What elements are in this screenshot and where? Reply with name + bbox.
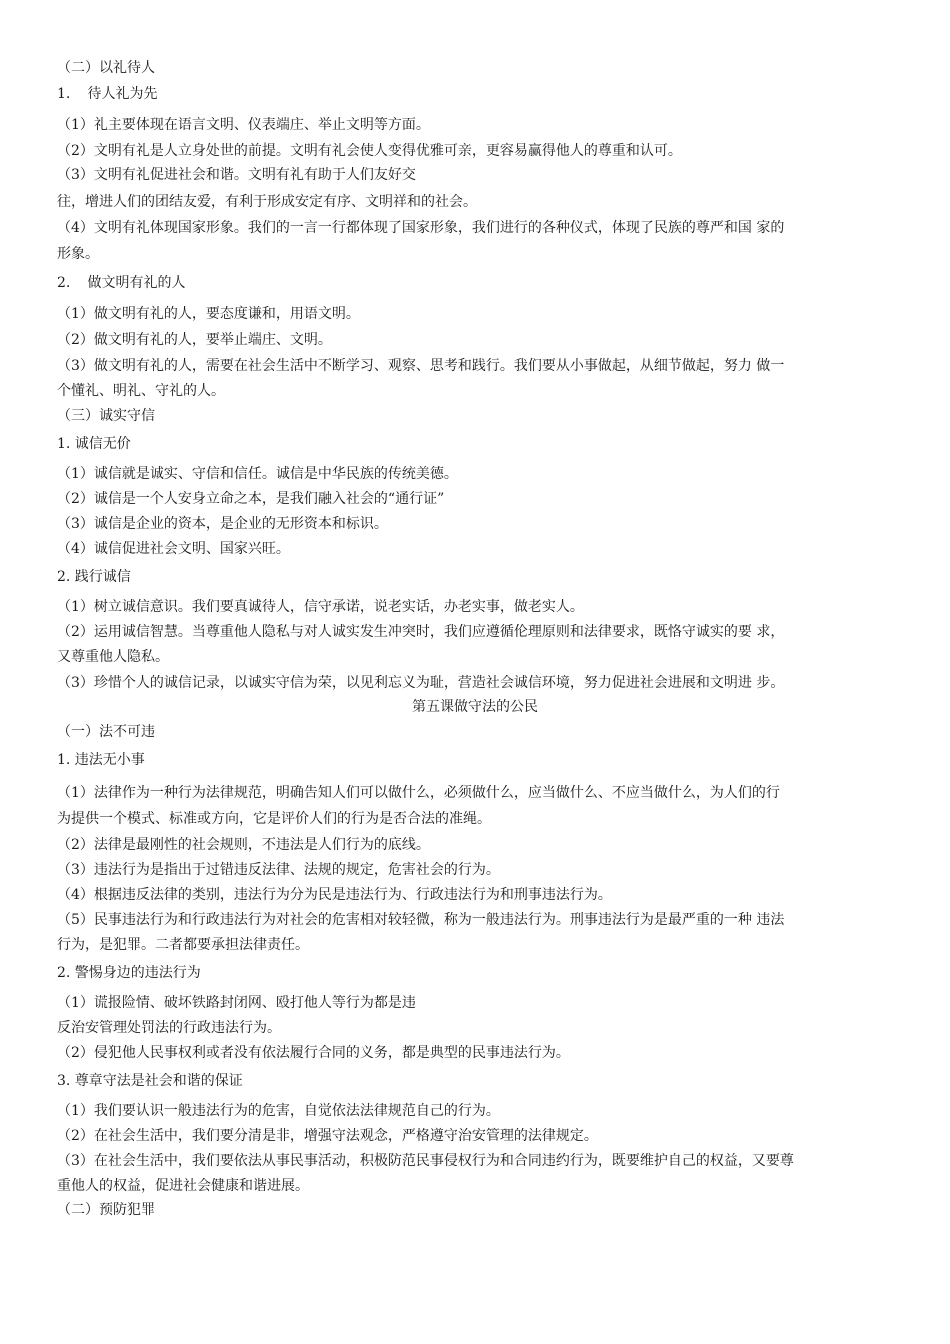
paragraph-line: （3）诚信是企业的资本，是企业的无形资本和标识。 bbox=[57, 516, 388, 532]
section-heading: （一）法不可违 bbox=[57, 724, 155, 740]
paragraph-line: （2）法律是最刚性的社会规则，不违法是人们行为的底线。 bbox=[57, 837, 430, 853]
paragraph-line: （3）珍惜个人的诚信记录，以诚实守信为荣，以见利忘义为耻，营造社会诚信环境，努力促进社会进展和文明进 步。 bbox=[57, 675, 785, 691]
section-heading: （三）诚实守信 bbox=[57, 408, 155, 424]
subsection-heading: 2. 践行诚信 bbox=[57, 569, 131, 585]
paragraph-line: （2）做文明有礼的人，要举止端庄、文明。 bbox=[57, 332, 332, 348]
paragraph-line: 为提供一个模式、标准或方向，它是评价人们的行为是否合法的准绳。 bbox=[57, 811, 491, 827]
subsection-heading: 2. 做文明有礼的人 bbox=[57, 275, 186, 291]
subsection-heading: 1. 违法无小事 bbox=[57, 752, 145, 768]
paragraph-line: （5）民事违法行为和行政违法行为对社会的危害相对较轻微，称为一般违法行为。刑事违法行为是最严重的一种 违法 bbox=[57, 912, 785, 928]
paragraph-line: 往，增进人们的团结友爱，有利于形成安定有序、文明祥和的社会。 bbox=[57, 194, 477, 210]
paragraph-line: （2）在社会生活中，我们要分清是非，增强守法观念，严格遵守治安管理的法律规定。 bbox=[57, 1128, 598, 1144]
subsection-heading: 1. 待人礼为先 bbox=[57, 86, 158, 102]
section-heading: （二）以礼待人 bbox=[57, 60, 155, 76]
paragraph-line: （1）我们要认识一般违法行为的危害，自觉依法法律规范自己的行为。 bbox=[57, 1103, 500, 1119]
paragraph-line: 反治安管理处罚法的行政违法行为。 bbox=[57, 1020, 281, 1036]
paragraph-line: （3）做文明有礼的人，需要在社会生活中不断学习、观察、思考和践行。我们要从小事做起，从细节做起，努力 做一 bbox=[57, 358, 785, 374]
paragraph-line: （1）树立诚信意识。我们要真诚待人，信守承诺，说老实话，办老实事，做老实人。 bbox=[57, 599, 584, 615]
paragraph-line: 形象。 bbox=[57, 246, 99, 262]
paragraph-line: （1）做文明有礼的人，要态度谦和，用语文明。 bbox=[57, 306, 360, 322]
paragraph-line: 又尊重他人隐私。 bbox=[57, 649, 169, 665]
paragraph-line: （3）违法行为是指出于过错违反法律、法规的规定，危害社会的行为。 bbox=[57, 862, 500, 878]
paragraph-line: （2）运用诚信智慧。当尊重他人隐私与对人诚实发生冲突时，我们应遵循伦理原则和法律要求，既恪守诚实的要 求， bbox=[57, 624, 785, 640]
subsection-heading: 3. 尊章守法是社会和谐的保证 bbox=[57, 1073, 243, 1089]
paragraph-line: （4）根据违反法律的类别，违法行为分为民是违法行为、行政违法行为和刑事违法行为。 bbox=[57, 887, 612, 903]
lesson-title: 第五课做守法的公民 bbox=[412, 699, 538, 715]
paragraph-line: （1）法律作为一种行为法律规范，明确告知人们可以做什么，必须做什么，应当做什么、不应当做什么，为人们的行 bbox=[57, 785, 780, 801]
paragraph-line: （1）礼主要体现在语言文明、仪表端庄、举止文明等方面。 bbox=[57, 117, 430, 133]
paragraph-line: （3）在社会生活中，我们要依法从事民事活动，积极防范民事侵权行为和合同违约行为，既要维护自己的权益，又要尊 bbox=[57, 1153, 794, 1169]
paragraph-line: 行为，是犯罪。二者都要承担法律责任。 bbox=[57, 937, 309, 953]
subsection-heading: 2. 警惕身边的违法行为 bbox=[57, 965, 201, 981]
section-heading: （二）预防犯罪 bbox=[57, 1202, 155, 1218]
paragraph-line: （2）侵犯他人民事权利或者没有依法履行合同的义务，都是典型的民事违法行为。 bbox=[57, 1045, 570, 1061]
paragraph-line: 个懂礼、明礼、守礼的人。 bbox=[57, 383, 225, 399]
paragraph-line: （4）诚信促进社会文明、国家兴旺。 bbox=[57, 541, 290, 557]
subsection-heading: 1. 诚信无价 bbox=[57, 436, 131, 452]
paragraph-line: （3）文明有礼促进社会和谐。文明有礼有助于人们友好交 bbox=[57, 167, 416, 183]
paragraph-line: （1）谎报险情、破坏铁路封闭网、殴打他人等行为都是违 bbox=[57, 995, 416, 1011]
paragraph-line: 重他人的权益，促进社会健康和谐进展。 bbox=[57, 1178, 309, 1194]
paragraph-line: （4）文明有礼体现国家形象。我们的一言一行都体现了国家形象，我们进行的各种仪式，体现了民族的尊严和国 家的 bbox=[57, 220, 785, 236]
paragraph-line: （2）文明有礼是人立身处世的前提。文明有礼会使人变得优雅可亲，更容易赢得他人的尊重和认可。 bbox=[57, 143, 682, 159]
paragraph-line: （2）诚信是一个人安身立命之本，是我们融入社会的“通行证” bbox=[57, 491, 445, 507]
paragraph-line: （1）诚信就是诚实、守信和信任。诚信是中华民族的传统美德。 bbox=[57, 466, 458, 482]
